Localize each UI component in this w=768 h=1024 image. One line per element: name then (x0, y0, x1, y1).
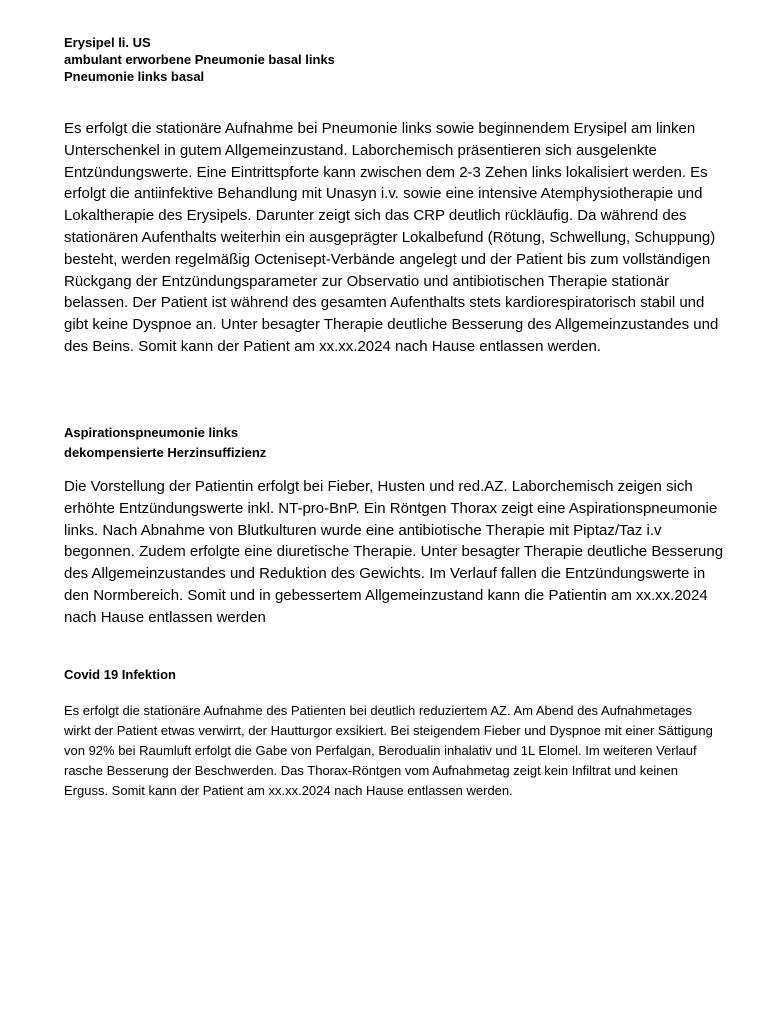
section-3-body: Es erfolgt die stationäre Aufnahme des Patienten bei deutlich reduziertem AZ. Am Abend des Aufnahmetages wirkt der Patient etwas verwirrt, der Hautturgor exsikiert. Bei steigendem Fieber und Dyspnoe mit einer Sättigung von 92% bei Raumluft erfolgt die Gabe von Perfalgan, Berodualin inhalativ und 1L Elomel. Im weiteren Verlauf rasche Besserung der Beschwerden. Das Thorax-Röntgen vom Aufnahmetag zeigt kein Infiltrat und keinen Erguss. Somit kann der Patient am xx.xx.2024 nach Hause entlassen werden. (64, 703, 713, 798)
section-3-heading (64, 666, 176, 683)
section-3-heading-line-1: Covid 19 Infektion (64, 667, 176, 682)
section-1-heading-line-3: Pneumonie links basal (64, 69, 205, 84)
section-1-heading (64, 34, 335, 85)
section-1-heading-line-1: Erysipel li. US (64, 35, 151, 50)
section-2-body: Die Vorstellung der Patientin erfolgt bei Fieber, Husten und red.AZ. Laborchemisch zeigen sich erhöhte Entzündungswerte inkl. NT-pro-BnP. Ein Röntgen Thorax zeigt eine Aspirationspneumonie links. Nach Abnahme von Blutkulturen wurde eine antibiotische Therapie mit Piptaz/Taz i.v begonnen. Zudem erfolgte eine diuretische Therapie. Unter besagter Therapie deutliche Besserung des Allgemeinzustandes und Reduktion des Gewichts. Im Verlauf fallen die Entzündungswerte in den Normbereich. Somit und in gebessertem Allgemeinzustand kann die Patientin am xx.xx.2024 nach Hause entlassen werden (64, 478, 724, 626)
section-2-heading-line-2: dekompensierte Herzinsuffizienz (64, 445, 267, 460)
section-1-body: Es erfolgt die stationäre Aufnahme bei Pneumonie links sowie beginnendem Erysipel am linken Unterschenkel in gutem Allgemeinzustand. Laborchemisch präsentieren sich ausgelenkte Entzündungswerte. Eine Eintrittspforte kann zwischen dem 2-3 Zehen links lokalisiert werden. Es erfolgt die antiinfektive Behandlung mit Unasyn i.v. sowie eine intensive Atemphysiotherapie und Lokaltherapie des Erysipels. Darunter zeigt sich das CRP deutlich rückläufig. Da während des stationären Aufenthalts weiterhin ein ausgeprägter Lokalbefund (Rötung, Schwellung, Schuppung) besteht, werden regelmäßig Octenisept-Verbände angelegt und der Patient bis zum vollständigen Rückgang der Entzündungsparameter zur Observatio und antibiotischen Therapie stationär belassen. Der Patient ist während des gesamten Aufenthalts stets kardiorespiratorisch stabil und gibt keine Dyspnoe an. Unter besagter Therapie deutliche Besserung des Allgemeinzustandes und des Beins. Somit kann der Patient am xx.xx.2024 nach Hause entlassen werden. (64, 120, 719, 355)
section-1-heading-line-2: ambulant erworbene Pneumonie basal links (64, 52, 335, 67)
section-2-heading-line-1: Aspirationspneumonie links (64, 425, 239, 440)
section-2-heading (64, 423, 266, 463)
